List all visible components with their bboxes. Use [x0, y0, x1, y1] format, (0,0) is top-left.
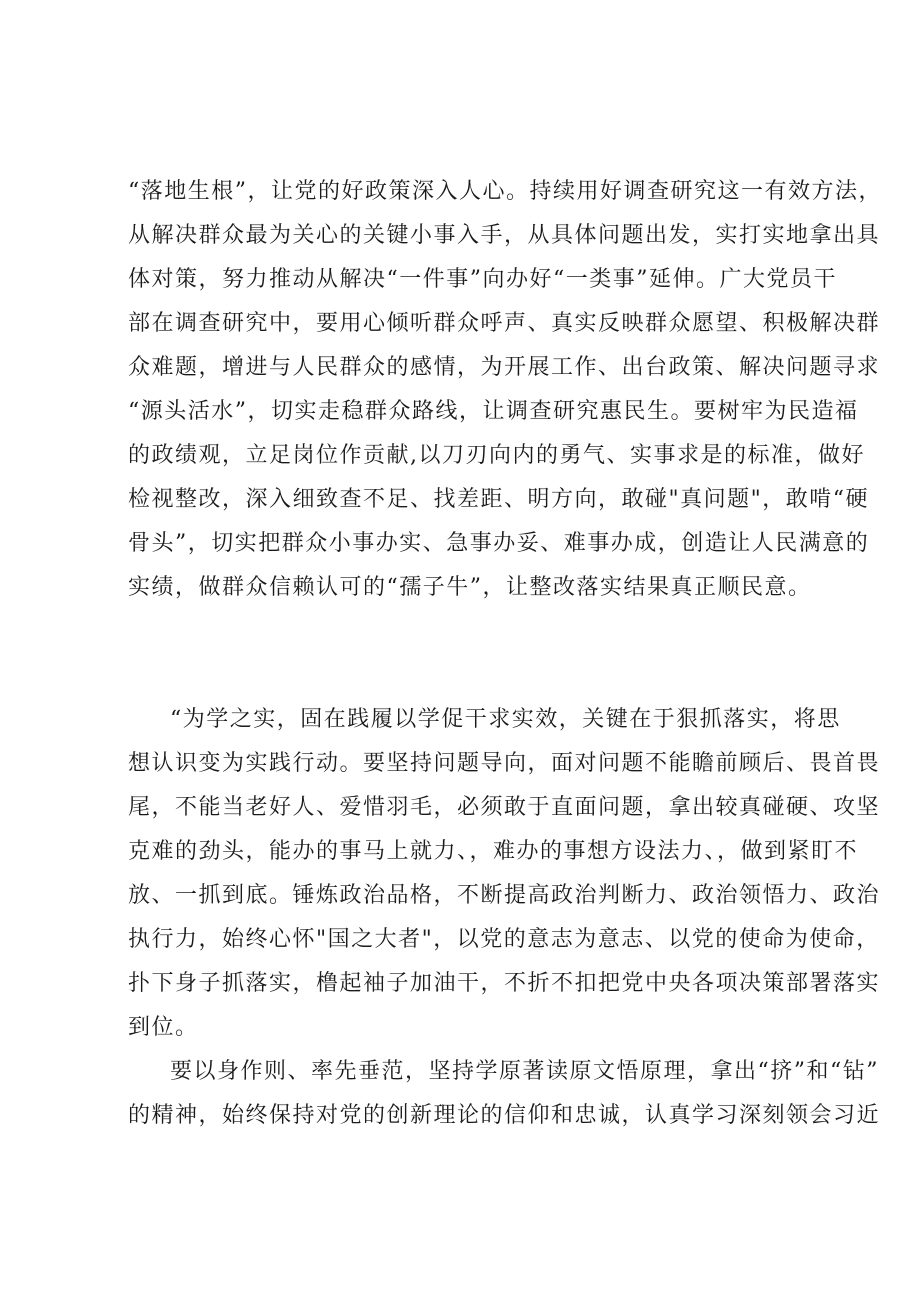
text-line: “为学之实，固在践履以学促干求实效，关键在于狠抓落实，将思	[170, 707, 841, 732]
text-line: 骨头”，切实把群众小事办实、急事办妥、难事办成，创造让人民满意的	[128, 531, 870, 556]
text-line: 部在调查研究中，要用心倾听群众呼声、真实反映群众愿望、积极解决群	[128, 311, 881, 336]
text-line: “源头活水”，切实走稳群众路线，让调查研究惠民生。要树牢为民造福	[128, 399, 859, 424]
text-line: 从解决群众最为关心的关键小事入手，从具体问题出发，实打实地拿出具	[128, 223, 881, 248]
text-line: 众难题，增进与人民群众的感情，为开展工作、出台政策、解决问题寻求	[128, 355, 881, 380]
text-line: 放、一抓到底。锤炼政治品格，不断提高政治判断力、政治领悟力、政治	[128, 883, 881, 908]
text-line: 体对策，努力推动从解决“一件事”向办好“一类事”延伸。广大党员干	[128, 267, 837, 292]
text-line: 到位。	[128, 1015, 199, 1040]
text-line: 执行力，始终心怀"国之大者"，以党的意志为意志、以党的使命为使命，	[128, 927, 880, 952]
text-line: “落地生根”，让党的好政策深入人心。持续用好调查研究这一有效方法，	[128, 179, 882, 204]
text-line: 实绩，做群众信赖认可的“孺子牛”，让整改落实结果真正顺民意。	[128, 575, 812, 600]
text-line: 扑下身子抓落实，橹起袖子加油干，不折不扣把党中央各项决策部署落实	[128, 971, 881, 996]
text-line: 的政绩观，立足岗位作贡献,以刀刃向内的勇气、实事求是的标准，做好	[128, 443, 865, 468]
text-line: 克难的劲头，能办的事马上就力、，难办的事想方设法力、，做到紧盯不	[128, 839, 859, 864]
text-line: 要以身作则、率先垂范，坚持学原著读原文悟原理，拿出“挤”和“钻”	[170, 1059, 879, 1084]
text-line: 想认识变为实践行动。要坚持问题导向，面对问题不能瞻前顾后、畏首畏	[128, 751, 881, 776]
text-line: 的精神，始终保持对党的创新理论的信仰和忠诚，认真学习深刻领会习近	[128, 1103, 881, 1128]
text-line: 尾，不能当老好人、爱惜羽毛，必须敢于直面问题，拿出较真碰硬、攻坚	[128, 795, 881, 820]
text-line: 检视整改，深入细致查不足、找差距、明方向，敢碰"真问题"，敢啃“硬	[128, 487, 869, 512]
